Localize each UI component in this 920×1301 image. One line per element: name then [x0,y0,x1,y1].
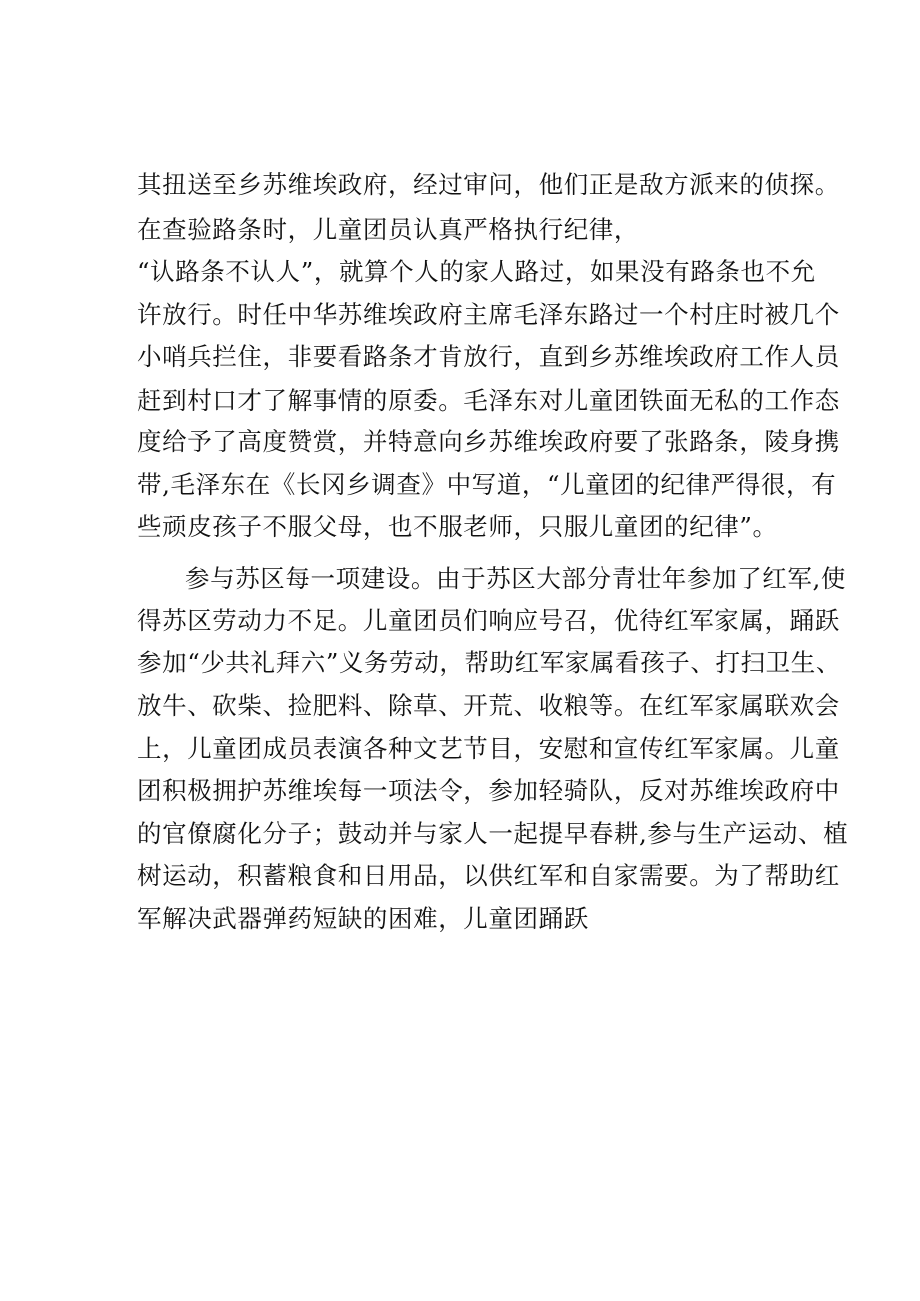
paragraph-2-line-8: 树运动，积蓄粮食和日用品，以供红军和自家需要。为了帮助红 [137,861,840,890]
paragraph-2-line-5: 上，儿童团成员表演各种文艺节目，安慰和宣传红军家属。儿童 [137,734,840,763]
paragraph-1-line-1: 其扭送至乡苏维埃政府，经过审问，他们正是敌方派来的侦探。 [137,170,840,199]
paragraph-1-line-7: 度给予了高度赞赏，并特意向乡苏维埃政府要了张路条，陵身携 [137,427,840,456]
paragraph-2-line-1: 参与苏区每一项建设。由于苏区大部分青壮年参加了红军,使 [185,564,846,593]
paragraph-2-line-2: 得苏区劳动力不足。儿童团员们响应号召，优待红军家属，踊跃 [137,606,840,635]
paragraph-1-line-8: 带,毛泽东在《长冈乡调查》中写道，“儿童团的纪律严得很，有 [137,470,837,499]
paragraph-2-line-3: 参加“少共礼拜六”义务劳动，帮助红军家属看孩子、打扫卫生、 [137,648,841,677]
paragraph-2-line-6: 团积极拥护苏维埃每一项法令，参加轻骑队，反对苏维埃政府中 [137,776,840,805]
paragraph-1-line-9: 些顽皮孩子不服父母，也不服老师，只服儿童团的纪律”。 [137,512,778,541]
document-body [137,0,849,1301]
paragraph-1-line-5: 小哨兵拦住，非要看路条才肯放行，直到乡苏维埃政府工作人员 [137,342,840,371]
paragraph-1-line-2: 在查验路条时，儿童团员认真严格执行纪律， [137,215,639,244]
paragraph-1-line-3: “认路条不认人”，就算个人的家人路过，如果没有路条也不允 [137,257,816,286]
paragraph-2-line-4: 放牛、砍柴、捡肥料、除草、开荒、收粮等。在红军家属联欢会 [137,691,840,720]
paragraph-2-line-9: 军解决武器弹药短缺的困难，儿童团踊跃 [137,904,589,933]
paragraph-1-line-4: 许放行。时任中华苏维埃政府主席毛泽东路过一个村庄时被几个 [137,300,840,329]
paragraph-1-line-6: 赶到村口才了解事情的原委。毛泽东对儿童团铁面无私的工作态 [137,386,840,415]
paragraph-2-line-7: 的官僚腐化分子；鼓动并与家人一起提早春耕,参与生产运动、植 [137,819,849,848]
